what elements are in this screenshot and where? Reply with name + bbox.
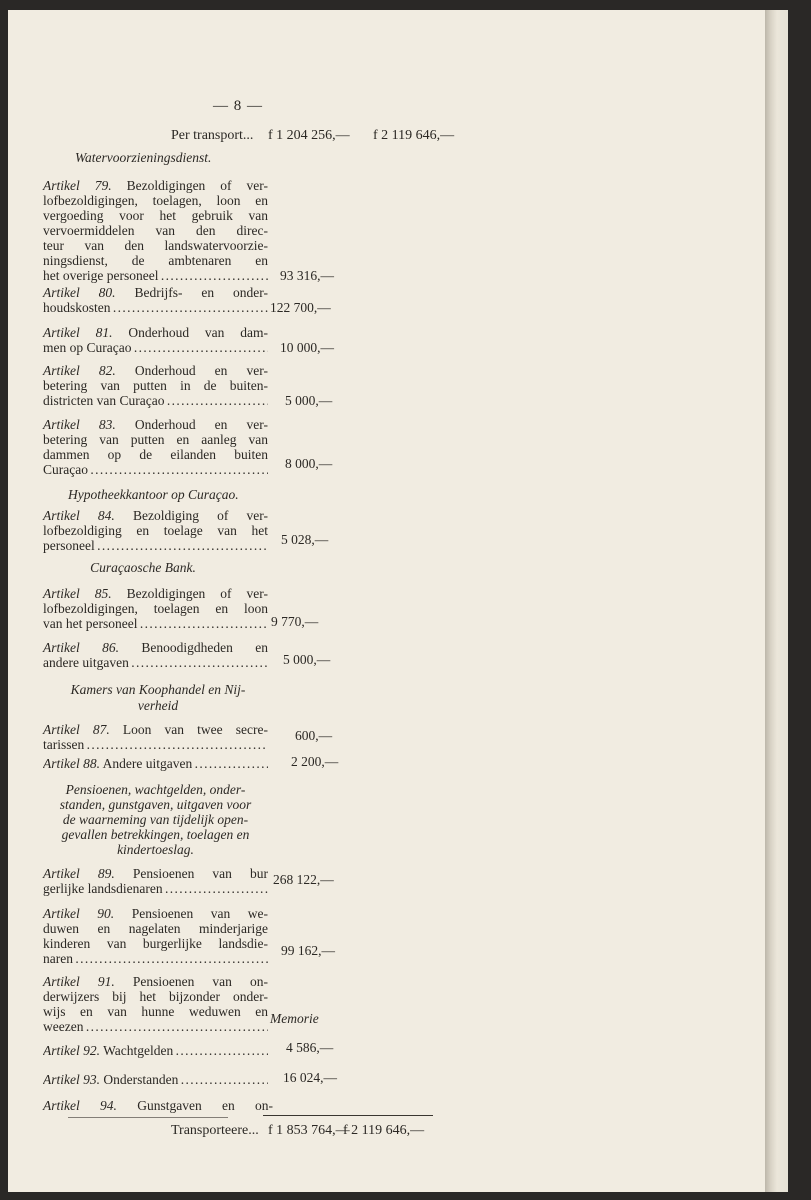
article-94-line: Gunstgaven en on-: [137, 1098, 273, 1113]
transport-amount-1: f 1 204 256,—: [268, 128, 350, 143]
article-84-label: Artikel 84.: [43, 508, 115, 523]
article-91-line: Pensioenen van on-: [132, 974, 268, 989]
article-82-line: Onderhoud en ver-: [134, 363, 268, 378]
article-93-line: Onderstanden: [103, 1072, 179, 1087]
article-85-label: Artikel 85.: [43, 586, 112, 601]
article-93-amount: 16 024,—: [283, 1070, 337, 1085]
article-90: [43, 906, 268, 951]
article-83-label: Artikel 83.: [43, 417, 116, 432]
section-heading-kamers: [43, 682, 273, 714]
article-89: [43, 866, 268, 881]
article-92-amount: 4 586,—: [286, 1040, 334, 1055]
article-91-label: Artikel 91.: [43, 974, 115, 989]
article-83-line: dammen op de eilanden buiten: [43, 447, 268, 462]
transporteere-label: Transporteere...: [171, 1123, 259, 1138]
page-number: — 8 —: [213, 98, 263, 114]
article-89-amount: 268 122,—: [273, 872, 334, 887]
transporteere-amount-1: f 1 853 764,—: [268, 1123, 350, 1138]
article-79-label: Artikel 79.: [43, 178, 112, 193]
section-heading-bank: Curaçaosche Bank.: [90, 560, 196, 575]
article-79-line: vergoeding voor het gebruik van: [43, 208, 268, 223]
article-79-line: het overige personeel . . .: [43, 268, 268, 283]
article-87: [43, 722, 268, 737]
article-86: [43, 640, 268, 655]
article-82-line: betering van putten in de buiten-: [43, 378, 268, 393]
article-80-label: Artikel 80.: [43, 285, 116, 300]
article-91-amount: Memorie: [270, 1011, 319, 1026]
section-heading-line: standen, gunstgaven, uitgaven voor: [59, 797, 252, 812]
article-81-line: men op Curaçao . . .: [43, 340, 268, 355]
article-79: [43, 178, 268, 268]
article-84-line: Bezoldiging of ver-: [132, 508, 268, 523]
article-93-label: Artikel 93.: [43, 1072, 100, 1087]
article-80-line: houdskosten . . .: [43, 300, 268, 315]
article-90-label: Artikel 90.: [43, 906, 115, 921]
section-heading-line: kindertoeslag.: [117, 842, 194, 857]
article-83-line: Onderhoud en ver-: [134, 417, 268, 432]
section-heading-line: Pensioenen, wachtgelden, onder-: [65, 782, 246, 797]
page-edge: [765, 10, 788, 1192]
article-87-line: Loon van twee secre-: [122, 722, 268, 737]
article-87-amount: 600,—: [295, 728, 333, 743]
article-79-line: teur van den landswatervoorzie-: [43, 238, 268, 253]
transport-label: Per transport...: [171, 128, 254, 143]
section-heading-pensioenen: [43, 782, 268, 857]
article-88-amount: 2 200,—: [291, 754, 339, 769]
article-90-line: kinderen van burgerlijke landsdie-: [43, 936, 268, 951]
article-83-line: Curaçao . . .: [43, 462, 268, 477]
article-79-line: ningsdienst, de ambtenaren en: [43, 253, 268, 268]
article-85: [43, 586, 268, 616]
transport-amount-2: f 2 119 646,—: [373, 128, 455, 143]
article-81-amount: 10 000,—: [280, 340, 334, 355]
article-80: [43, 285, 268, 300]
article-90-line: Pensioenen van we-: [131, 906, 268, 921]
article-89-line: gerlijke landsdienaren . . .: [43, 881, 268, 896]
article-81-line: Onderhoud van dam-: [128, 325, 268, 340]
article-88-label: Artikel 88.: [43, 756, 100, 771]
article-79-amount: 93 316,—: [280, 268, 334, 283]
article-87-line: tarissen . . .: [43, 737, 268, 752]
article-91-line: derwijzers bij het bijzonder onder-: [43, 989, 268, 1004]
total-rule-left: [68, 1117, 228, 1118]
article-89-line: Pensioenen van bur: [132, 866, 268, 881]
article-82-line: districten van Curaçao . . .: [43, 393, 268, 408]
article-83: [43, 417, 268, 462]
article-92-label: Artikel 92.: [43, 1043, 100, 1058]
section-heading-line: de waarneming van tijdelijk open-: [62, 812, 249, 827]
article-91-line: wijs en van hunne weduwen en: [43, 1004, 268, 1019]
article-80-line: Bedrijfs- en onder-: [134, 285, 268, 300]
article-81-label: Artikel 81.: [43, 325, 113, 340]
article-92-line: Wachtgelden: [103, 1043, 174, 1058]
article-94-label: Artikel 94.: [43, 1098, 117, 1113]
article-86-line: Benoodigdheden en: [141, 640, 268, 655]
article-82: [43, 363, 268, 393]
article-83-amount: 8 000,—: [285, 456, 333, 471]
article-87-label: Artikel 87.: [43, 722, 110, 737]
article-94: [43, 1098, 273, 1113]
article-86-label: Artikel 86.: [43, 640, 119, 655]
article-84-line: personeel . . .: [43, 538, 268, 553]
article-79-line: Bezoldigingen of ver-: [126, 178, 268, 193]
article-90-line: duwen en nagelaten minderjarige: [43, 921, 268, 936]
article-82-label: Artikel 82.: [43, 363, 116, 378]
article-86-amount: 5 000,—: [283, 652, 331, 667]
article-88-line: Andere uitgaven: [102, 756, 193, 771]
article-91-line: weezen . . .: [43, 1019, 268, 1034]
article-80-amount: 122 700,—: [270, 300, 331, 315]
article-79-line: vervoermiddelen van den direc-: [43, 223, 268, 238]
article-90-line: naren . . .: [43, 951, 268, 966]
article-82-amount: 5 000,—: [285, 393, 333, 408]
article-85-line: lofbezoldigingen, toelagen en loon: [43, 601, 268, 616]
article-86-line: andere uitgaven . . .: [43, 655, 268, 670]
total-rule: [263, 1115, 433, 1116]
article-85-amount: 9 770,—: [271, 614, 319, 629]
article-81: [43, 325, 268, 340]
article-85-line: van het personeel . . .: [43, 616, 268, 631]
article-89-label: Artikel 89.: [43, 866, 115, 881]
document-page: [8, 10, 788, 1192]
article-91: [43, 974, 268, 1019]
transporteere-amount-2: f 2 119 646,—: [343, 1123, 425, 1138]
article-90-amount: 99 162,—: [281, 943, 335, 958]
article-79-line: lofbezoldigingen, toelagen, loon en: [43, 193, 268, 208]
section-heading-line: gevallen betrekkingen, toelagen en: [61, 827, 250, 842]
article-84-line: lofbezoldiging en toelage van het: [43, 523, 268, 538]
section-heading-water: Watervoorzieningsdienst.: [75, 150, 212, 165]
article-84: [43, 508, 268, 538]
section-heading-line: verheid: [137, 698, 179, 713]
article-84-amount: 5 028,—: [281, 532, 329, 547]
article-83-line: betering van putten en aanleg van: [43, 432, 268, 447]
section-heading-line: Kamers van Koophandel en Nij-: [70, 682, 246, 697]
section-heading-hypotheek: Hypotheekkantoor op Curaçao.: [68, 487, 239, 502]
article-85-line: Bezoldigingen of ver-: [126, 586, 268, 601]
